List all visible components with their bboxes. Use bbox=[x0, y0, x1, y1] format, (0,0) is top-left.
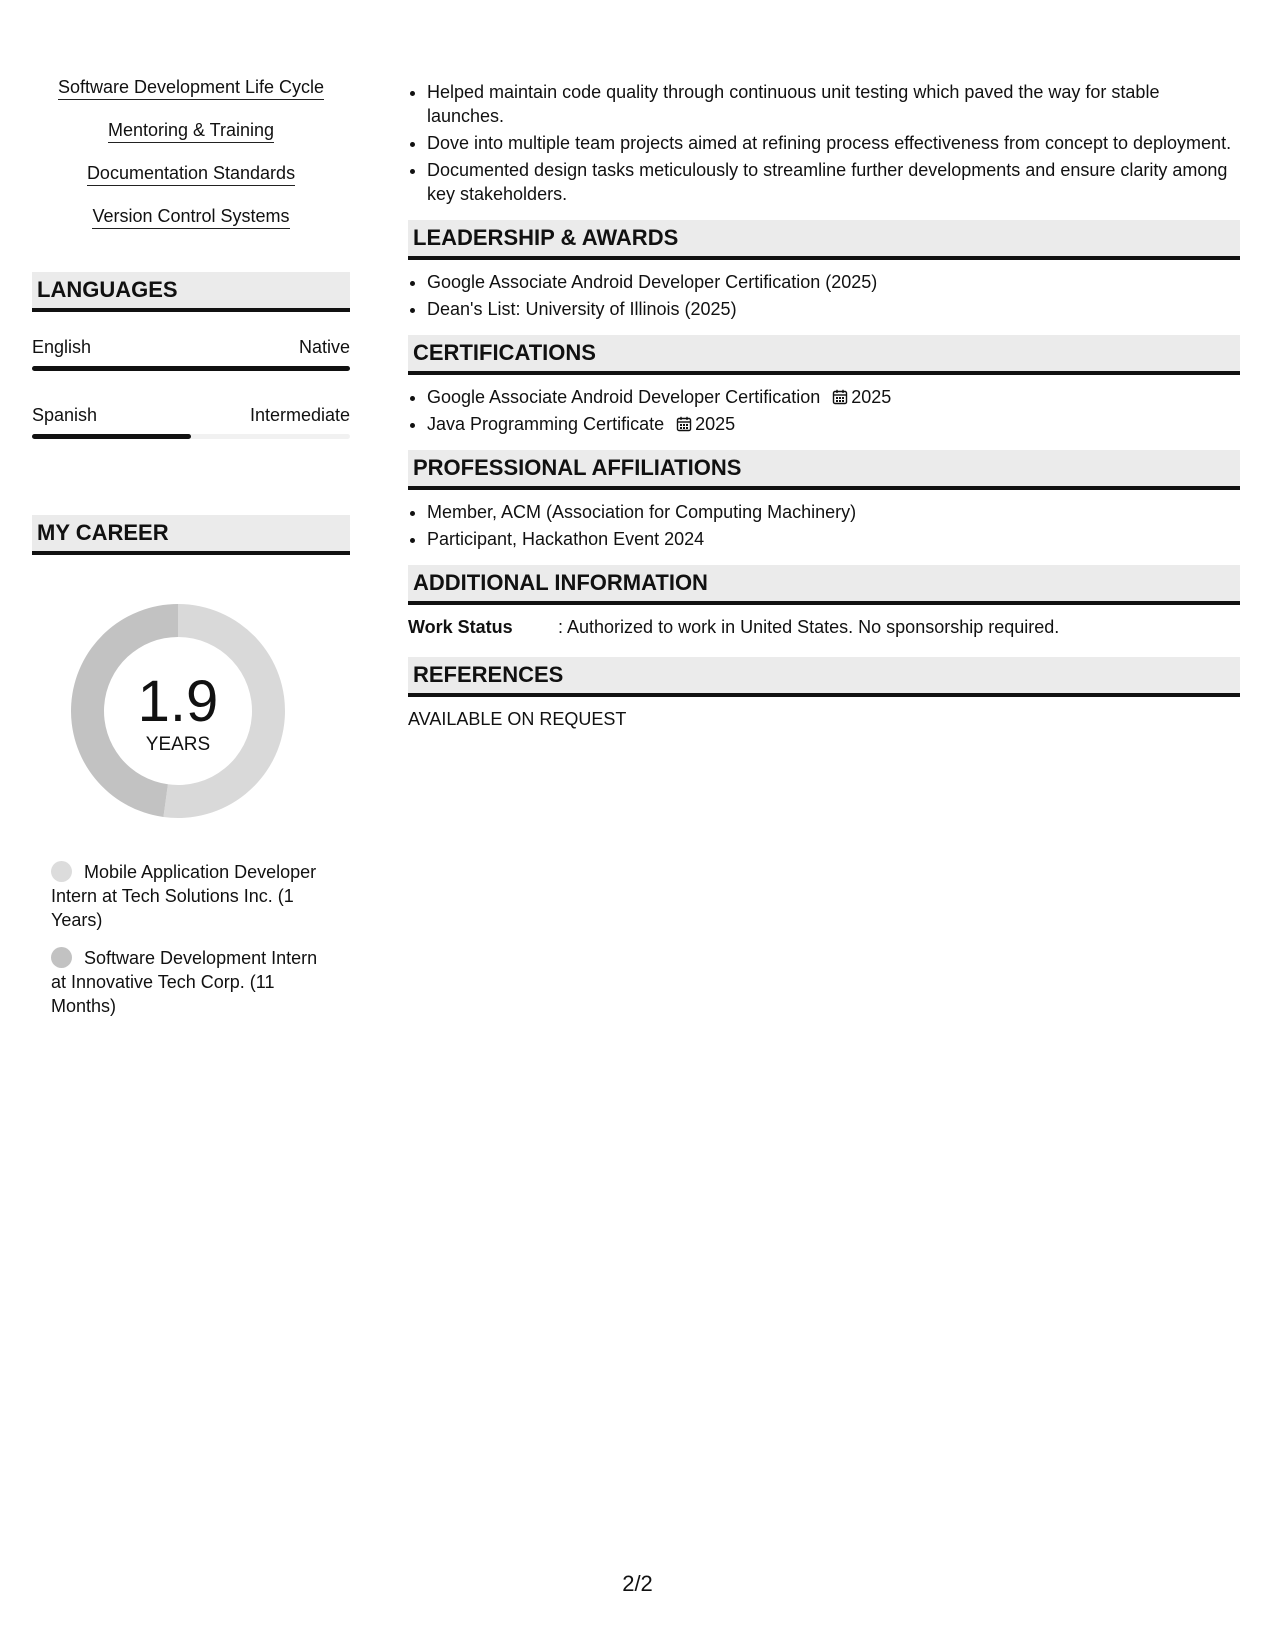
work-status-row bbox=[408, 615, 1240, 639]
career-legend bbox=[51, 860, 321, 1018]
language-english bbox=[32, 336, 350, 371]
bullet-item: • Dove into multiple team projects aimed at refining process effectiveness from concept to deployment. bbox=[427, 131, 1240, 155]
leadership-section bbox=[408, 220, 1240, 321]
skill-label: Mentoring & Training bbox=[108, 119, 274, 143]
left-column bbox=[32, 76, 350, 1032]
right-column bbox=[408, 80, 1240, 731]
calendar-icon bbox=[676, 416, 692, 432]
calendar-icon bbox=[832, 389, 848, 405]
skills-list bbox=[32, 76, 350, 229]
certifications-section bbox=[408, 335, 1240, 436]
work-status-value: : Authorized to work in United States. No sponsorship required. bbox=[558, 617, 1060, 637]
legend-swatch bbox=[51, 947, 72, 968]
additional-heading: ADDITIONAL INFORMATION bbox=[408, 565, 1240, 605]
language-bar-fill bbox=[32, 366, 350, 371]
bullet-item: • Member, ACM (Association for Computing Machinery) bbox=[427, 500, 1240, 524]
certification-name: Java Programming Certificate bbox=[427, 414, 665, 434]
legend-swatch bbox=[51, 861, 72, 882]
certification-item bbox=[427, 385, 1240, 409]
certification-item bbox=[427, 412, 1240, 436]
additional-section bbox=[408, 565, 1240, 639]
language-name: English bbox=[32, 337, 92, 357]
experience-bullets bbox=[408, 80, 1240, 206]
languages-heading: LANGUAGES bbox=[32, 272, 350, 312]
bullet-item: • Dean's List: University of Illinois (2025) bbox=[427, 297, 1240, 321]
skill-item bbox=[32, 119, 350, 143]
references-section bbox=[408, 657, 1240, 731]
language-bar-track bbox=[32, 434, 350, 439]
bullet-item: • Participant, Hackathon Event 2024 bbox=[427, 527, 1240, 551]
leadership-heading: LEADERSHIP & AWARDS bbox=[408, 220, 1240, 260]
language-name: Spanish bbox=[32, 405, 98, 425]
affiliations-section bbox=[408, 450, 1240, 551]
bullet-item: • Documented design tasks meticulously to streamline further developments and ensure clarity among key stakeholders. bbox=[427, 158, 1240, 206]
career-heading: MY CAREER bbox=[32, 515, 350, 555]
career-total: 1.9 bbox=[137, 669, 219, 734]
affiliations-heading: PROFESSIONAL AFFILIATIONS bbox=[408, 450, 1240, 490]
language-level: Intermediate bbox=[249, 405, 350, 425]
language-level: Native bbox=[298, 337, 350, 357]
skill-label: Documentation Standards bbox=[87, 162, 295, 186]
page-number: 2/2 bbox=[622, 1571, 653, 1596]
language-bar-fill bbox=[32, 434, 191, 439]
skill-item bbox=[32, 205, 350, 229]
references-text: AVAILABLE ON REQUEST bbox=[408, 709, 627, 729]
legend-label: Mobile Application Developer Intern at Tech Solutions Inc. (1 Years) bbox=[51, 862, 317, 930]
references-heading: REFERENCES bbox=[408, 657, 1240, 697]
certification-year: 2025 bbox=[695, 414, 736, 434]
skill-item bbox=[32, 76, 350, 100]
language-bar-track bbox=[32, 366, 350, 371]
language-spanish bbox=[32, 404, 350, 439]
certification-year: 2025 bbox=[851, 387, 892, 407]
legend-item bbox=[51, 860, 321, 932]
bullet-item: • Helped maintain code quality through continuous unit testing which paved the way for stable launches. bbox=[427, 80, 1240, 128]
certifications-heading: CERTIFICATIONS bbox=[408, 335, 1240, 375]
career-unit: YEARS bbox=[145, 734, 211, 755]
legend-item bbox=[51, 946, 321, 1018]
work-status-label: Work Status bbox=[408, 617, 513, 637]
career-donut-chart bbox=[65, 598, 291, 824]
certification-name: Google Associate Android Developer Certification bbox=[427, 387, 821, 407]
legend-label: Software Development Intern at Innovative Tech Corp. (11 Months) bbox=[51, 948, 318, 1016]
skill-label: Software Development Life Cycle bbox=[58, 76, 324, 100]
skill-label: Version Control Systems bbox=[92, 205, 289, 229]
skill-item bbox=[32, 162, 350, 186]
bullet-item: • Google Associate Android Developer Certification (2025) bbox=[427, 270, 1240, 294]
